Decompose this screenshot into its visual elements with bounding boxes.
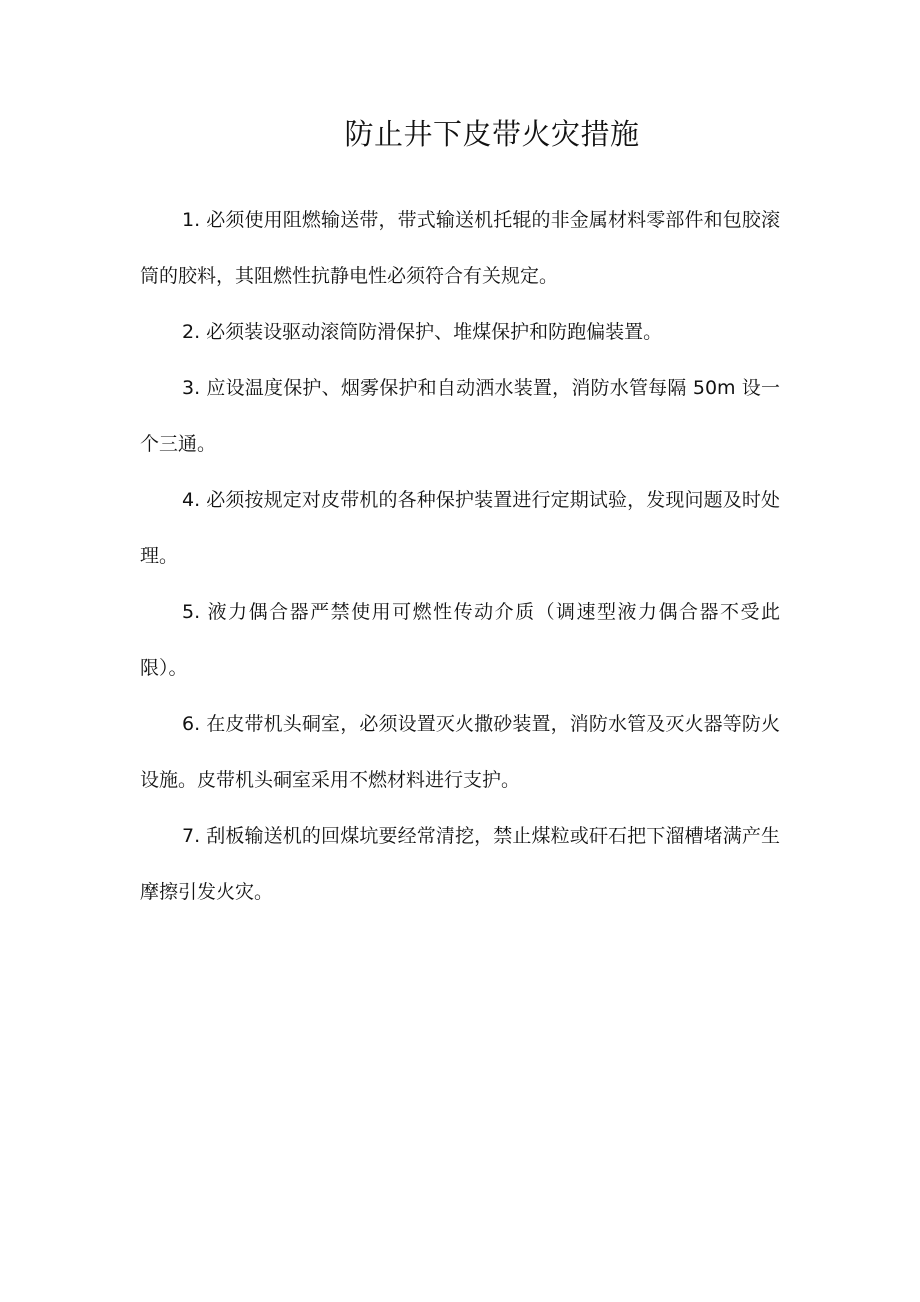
paragraph-item-2: 2. 必须装设驱动滚筒防滑保护、堆煤保护和防跑偏装置。	[182, 321, 663, 343]
paragraph-item-6: 6. 在皮带机头硐室，必须设置灭火撒砂装置，消防水管及灭火器等防火设施。皮带机头硐室采用不燃材料进行支护。	[140, 713, 780, 791]
paragraph-item-3: 3. 应设温度保护、烟雾保护和自动洒水装置，消防水管每隔 50m 设一个三通。	[140, 377, 780, 455]
paragraph-item-5: 5. 液力偶合器严禁使用可燃性传动介质（调速型液力偶合器不受此限）。	[140, 601, 780, 679]
document-body	[140, 192, 780, 920]
paragraph-item-1: 1. 必须使用阻燃输送带，带式输送机托辊的非金属材料零部件和包胶滚筒的胶料，其阻燃性抗静电性必须符合有关规定。	[140, 209, 780, 287]
paragraph-item-7: 7. 刮板输送机的回煤坑要经常清挖，禁止煤粒或矸石把下溜槽堵满产生摩擦引发火灾。	[140, 825, 780, 903]
document-title: 防止井下皮带火灾措施	[344, 117, 640, 151]
paragraph-item-4: 4. 必须按规定对皮带机的各种保护装置进行定期试验，发现问题及时处理。	[140, 489, 780, 567]
